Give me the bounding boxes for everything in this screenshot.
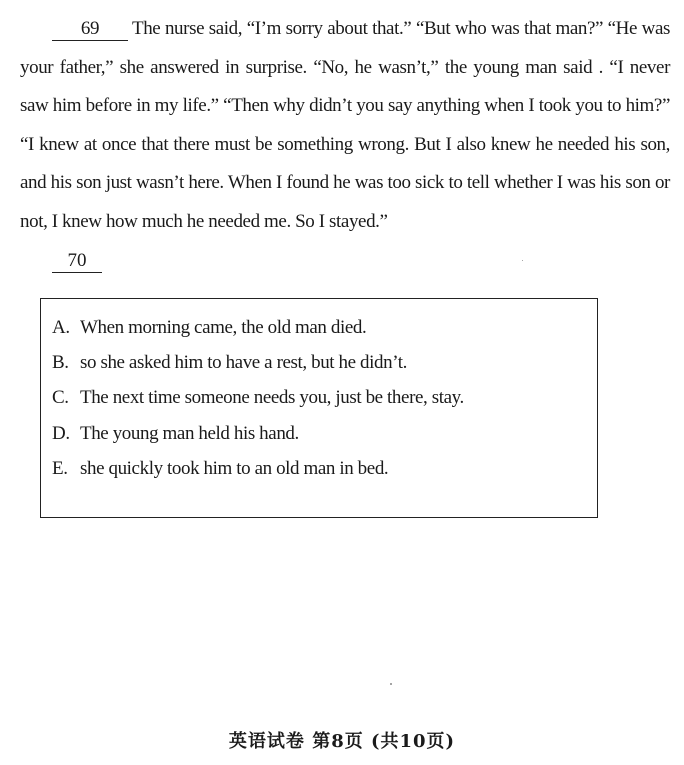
option-letter: D.	[52, 423, 70, 444]
options-box	[40, 298, 598, 518]
option-letter: C.	[52, 387, 69, 408]
option-e	[52, 458, 388, 480]
option-text: The next time someone needs you, just be there, stay.	[80, 387, 464, 408]
option-text: The young man held his hand.	[80, 423, 299, 444]
option-letter: E.	[52, 458, 68, 479]
blank-69: 69	[52, 18, 128, 41]
option-text: so she asked him to have a rest, but he didn’t.	[80, 352, 408, 373]
option-b	[52, 352, 407, 374]
blank-70-line	[52, 250, 102, 273]
passage-text: The nurse said, “I’m sorry about that.” “But who was that man?” “He was your father,” she answered in surprise. “No, he wasn’t,” the young man said . “I never saw him before in my life.” “Then why didn’t you say anything when I took you to him?” “I knew at once that there must be something wrong. But I also knew he needed his son, and his son just wasn’t here. When I found he was too sick to tell whether I was his son or not, I knew how much he needed me. So I stayed.”	[20, 18, 670, 232]
option-letter: B.	[52, 352, 69, 373]
option-c	[52, 387, 464, 409]
option-letter: A.	[52, 317, 70, 338]
option-text: she quickly took him to an old man in bed.	[80, 458, 389, 479]
option-a	[52, 317, 366, 339]
passage-paragraph	[20, 10, 670, 241]
scan-speck	[390, 683, 392, 685]
blank-70: 70	[52, 250, 102, 273]
scan-speck	[522, 260, 523, 261]
option-text: When morning came, the old man died.	[80, 317, 367, 338]
page-footer: 英语试卷 第8页 (共10页)	[228, 731, 456, 752]
option-d	[52, 423, 299, 445]
